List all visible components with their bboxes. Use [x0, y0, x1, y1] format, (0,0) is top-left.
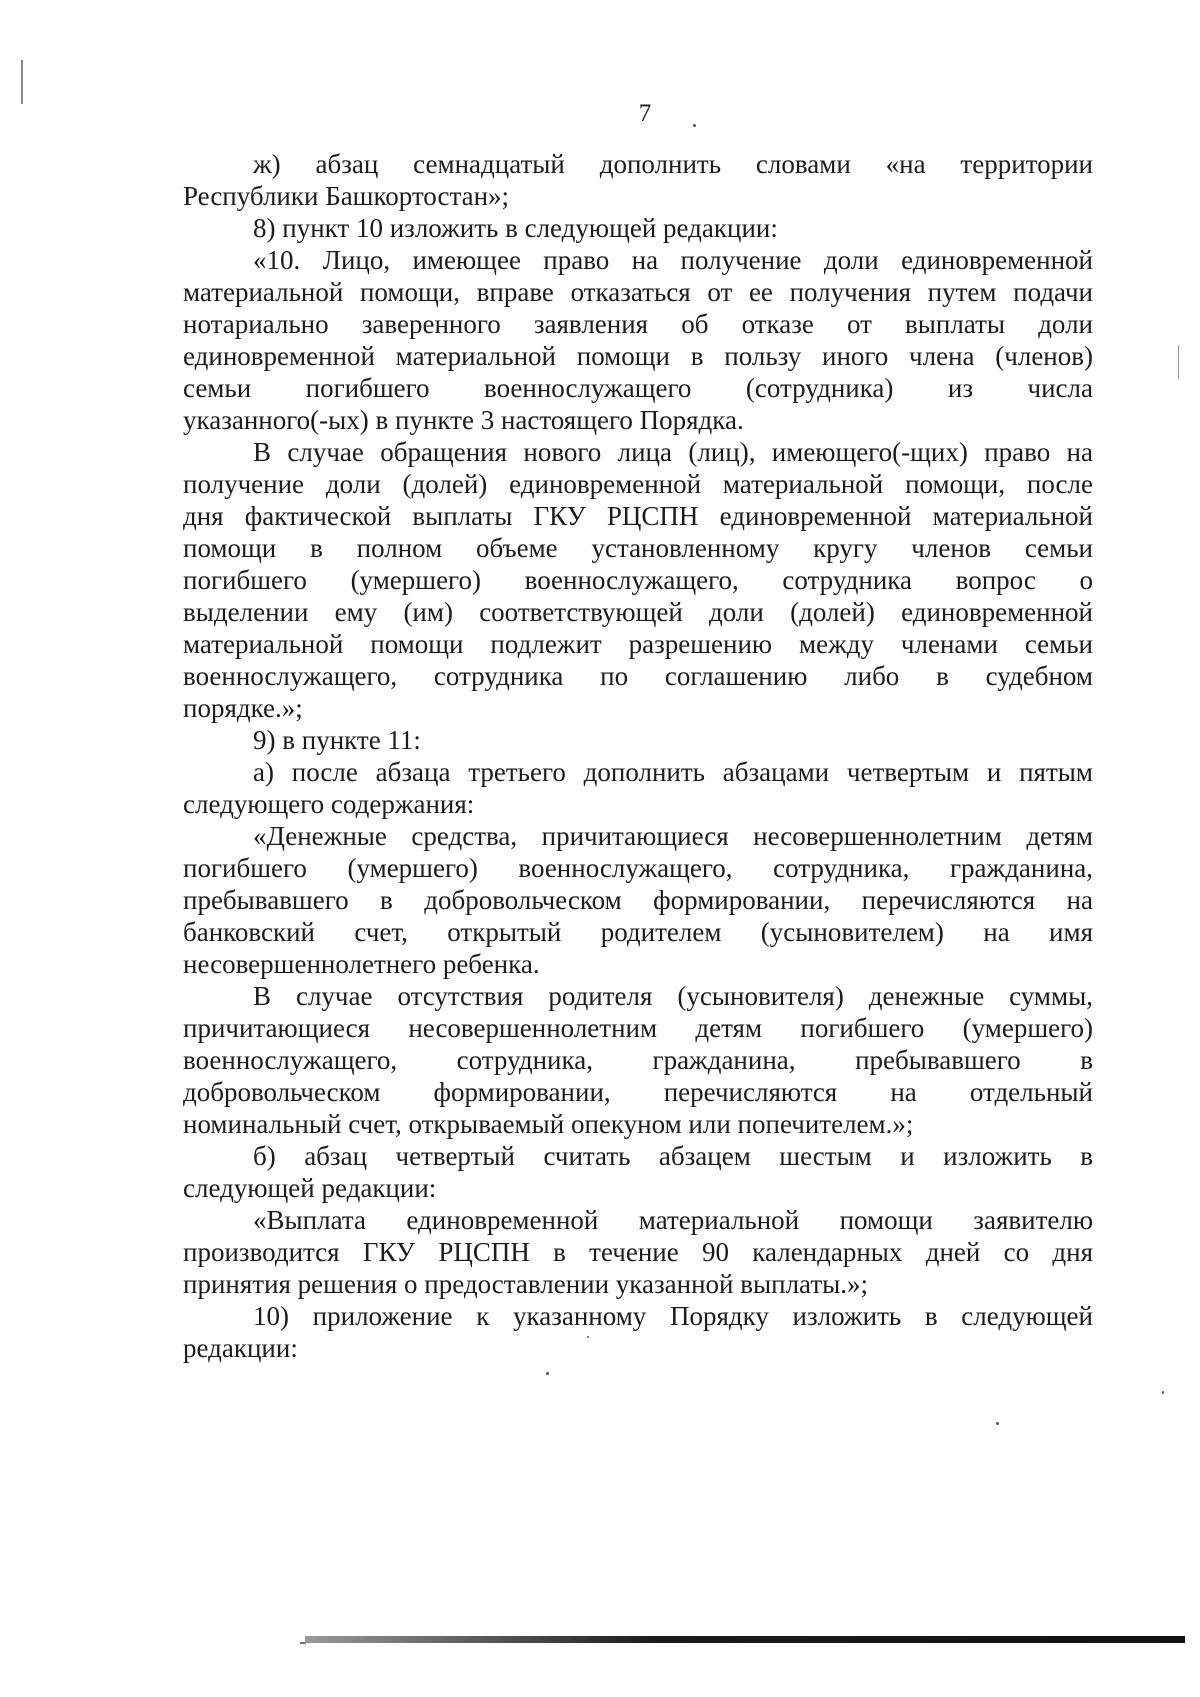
- text-line: военнослужащего, сотрудника, гражданина, пребывавшего в: [183, 1045, 1093, 1075]
- text-line: материальной помощи, вправе отказаться от ее получения путем подачи: [183, 277, 1093, 307]
- text-line: 8) пункт 10 изложить в следующей редакции:: [253, 213, 778, 243]
- text-line: дня фактической выплаты ГКУ РЦСПН единовременной материальной: [183, 501, 1093, 531]
- text-line: семьи погибшего военнослужащего (сотрудника) из числа: [183, 373, 1093, 403]
- scan-edge-mark: [21, 60, 23, 104]
- text-line: 10) приложение к указанному Порядку изложить в следующей: [253, 1301, 1093, 1331]
- text-line: помощи в полном объеме установленному кругу членов семьи: [183, 533, 1093, 563]
- scan-bottom-border: [305, 1636, 1185, 1643]
- text-line: В случае обращения нового лица (лиц), имеющего(-щих) право на: [253, 437, 1093, 467]
- text-line: причитающиеся несовершеннолетним детям погибшего (умершего): [183, 1013, 1093, 1043]
- text-line: выделении ему (им) соответствующей доли (долей) единовременной: [183, 597, 1093, 627]
- text-line: «Выплата единовременной материальной помощи заявителю: [253, 1205, 1093, 1235]
- text-line: «10. Лицо, имеющее право на получение доли единовременной: [253, 245, 1093, 275]
- text-line: погибшего (умершего) военнослужащего, сотрудника, гражданина,: [183, 853, 1093, 883]
- text-line: военнослужащего, сотрудника по соглашению либо в судебном: [183, 661, 1093, 691]
- text-line: редакции:: [183, 1333, 298, 1363]
- text-line: «Денежные средства, причитающиеся несовершеннолетним детям: [253, 821, 1093, 851]
- text-line: банковский счет, открытый родителем (усыновителем) на имя: [183, 917, 1093, 947]
- scan-edge-mark: [1178, 345, 1179, 379]
- text-line: следующего содержания:: [183, 789, 475, 819]
- page-number: 7: [638, 100, 652, 127]
- text-line: погибшего (умершего) военнослужащего, сотрудника вопрос о: [183, 565, 1093, 595]
- scan-speck: [996, 1422, 999, 1425]
- text-line: ж) абзац семнадцатый дополнить словами «на территории: [253, 149, 1093, 179]
- scan-speck: [546, 1372, 549, 1375]
- text-line: принятия решения о предоставлении указанной выплаты.»;: [183, 1269, 869, 1299]
- text-line: 9) в пункте 11:: [253, 725, 421, 755]
- text-line: а) после абзаца третьего дополнить абзацами четвертым и пятым: [253, 757, 1093, 787]
- text-line: следующей редакции:: [183, 1173, 437, 1203]
- text-line: получение доли (долей) единовременной материальной помощи, после: [183, 469, 1093, 499]
- scan-speck: [693, 124, 696, 127]
- text-line: материальной помощи подлежит разрешению между членами семьи: [183, 629, 1093, 659]
- text-line: порядке.»;: [183, 693, 303, 723]
- document-body: [183, 148, 1093, 1364]
- text-line: несовершеннолетнего ребенка.: [183, 949, 540, 979]
- scan-speck: [1162, 1391, 1164, 1394]
- text-line: нотариально заверенного заявления об отказе от выплаты доли: [183, 309, 1093, 339]
- text-line: пребывавшего в добровольческом формировании, перечисляются на: [183, 885, 1093, 915]
- text-line: единовременной материальной помощи в пользу иного члена (членов): [183, 341, 1093, 371]
- text-line: номинальный счет, открываемый опекуном или попечителем.»;: [183, 1109, 914, 1139]
- text-line: добровольческом формировании, перечисляются на отдельный: [183, 1077, 1093, 1107]
- text-line: Республики Башкортостан»;: [183, 181, 510, 211]
- text-line: б) абзац четвертый считать абзацем шестым и изложить в: [253, 1141, 1093, 1171]
- text-line: В случае отсутствия родителя (усыновителя) денежные суммы,: [253, 981, 1093, 1011]
- text-line: производится ГКУ РЦСПН в течение 90 календарных дней со дня: [183, 1237, 1093, 1267]
- text-line: указанного(-ых) в пункте 3 настоящего Порядка.: [183, 405, 744, 435]
